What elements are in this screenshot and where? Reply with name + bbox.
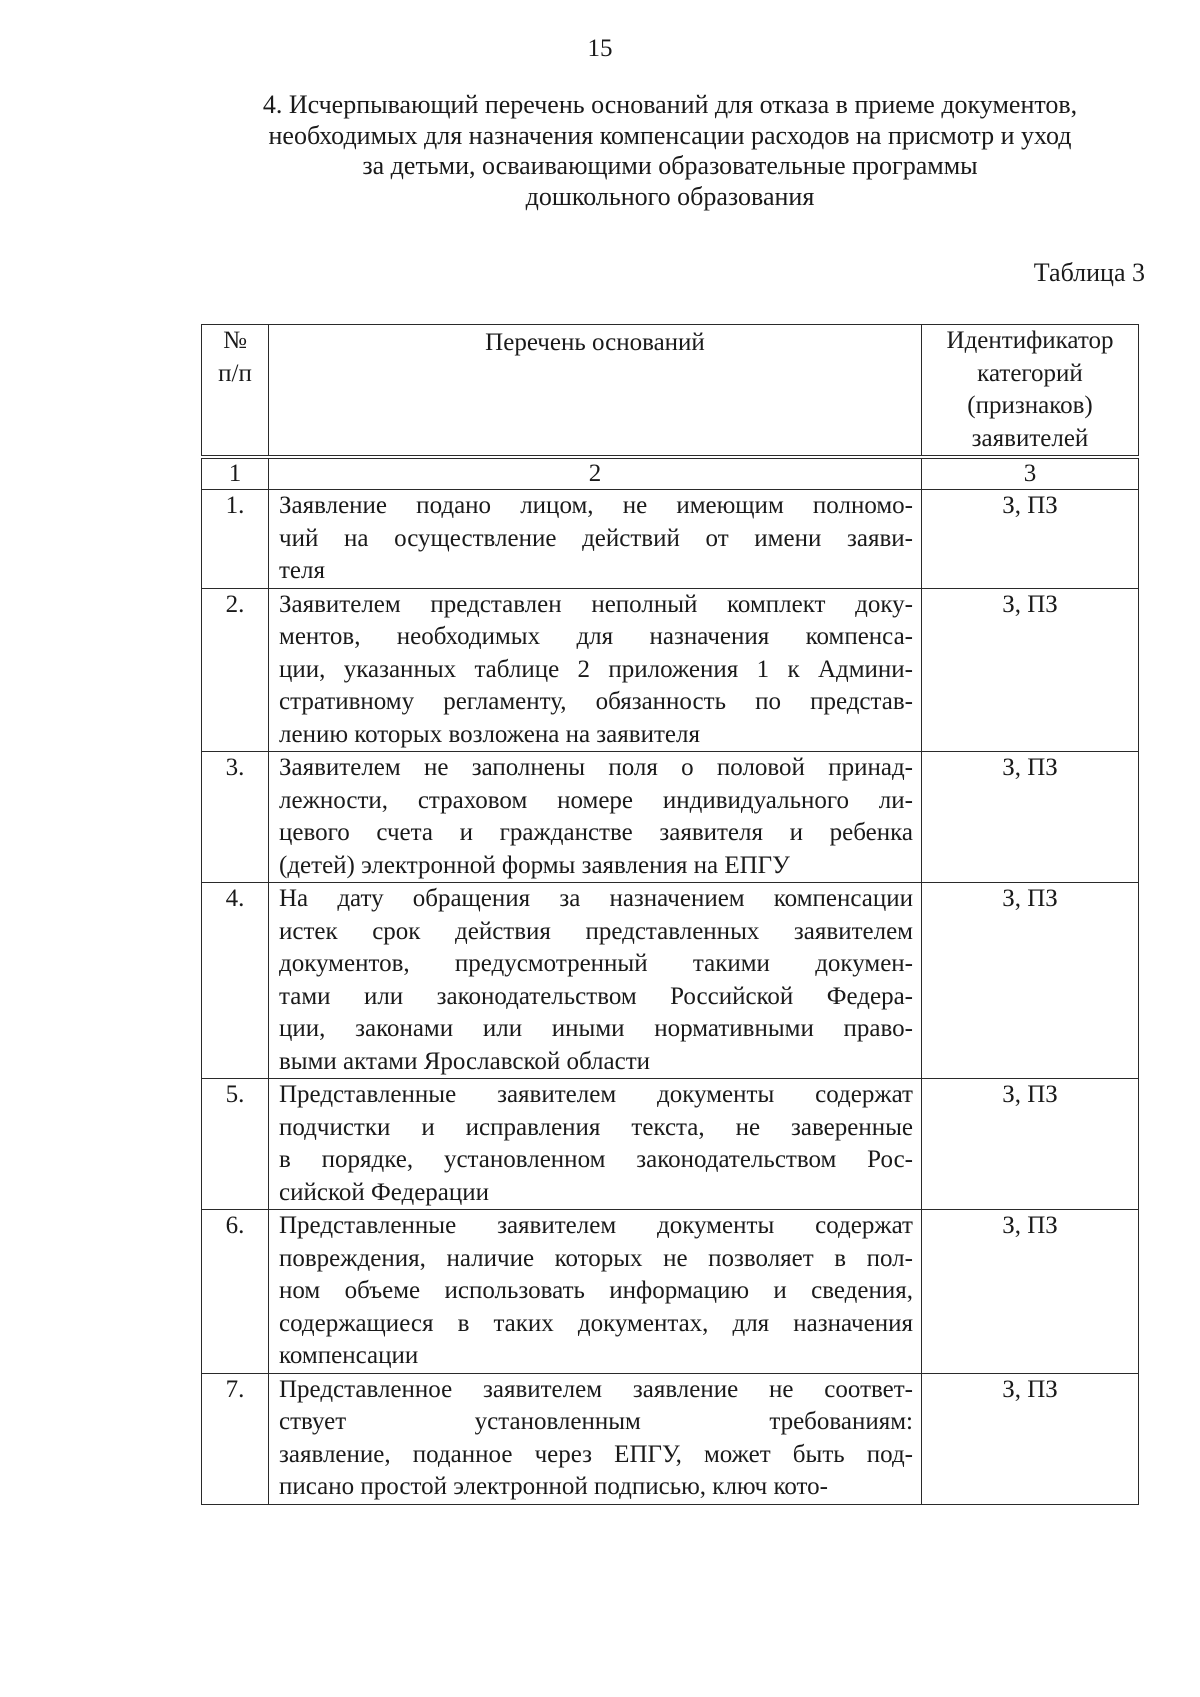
header-identifier-line: категорий bbox=[977, 359, 1083, 387]
ground-text-line: содержащиеся в таких документах, для назначения bbox=[279, 1309, 913, 1337]
header-number-line: № bbox=[223, 327, 247, 354]
ground-text-line: Заявителем представлен неполный комплект доку- bbox=[279, 590, 913, 618]
row-identifier: З, ПЗ bbox=[922, 883, 1139, 1079]
row-identifier: З, ПЗ bbox=[922, 1373, 1139, 1504]
ground-text-line: выми актами Ярославской области bbox=[279, 1047, 651, 1075]
row-number: 2. bbox=[202, 588, 269, 752]
column-numbering-row bbox=[202, 457, 1139, 490]
ground-text-line: Представленные заявителем документы содержат bbox=[279, 1212, 913, 1239]
row-ground-text bbox=[269, 1079, 922, 1210]
section-heading bbox=[200, 90, 1140, 212]
ground-text-line: Заявителем не заполнены поля о половой принад- bbox=[279, 754, 913, 781]
ground-text-line: (детей) электронной формы заявления на ЕПГУ bbox=[279, 851, 790, 879]
table-row bbox=[202, 490, 1139, 589]
row-ground-text bbox=[269, 588, 922, 752]
row-ground-text bbox=[269, 490, 922, 589]
row-ground-text bbox=[269, 883, 922, 1079]
ground-text-line: в порядке, установленном законодательством Рос- bbox=[279, 1146, 913, 1173]
header-identifier-line: Идентификатор bbox=[946, 327, 1114, 354]
table-row bbox=[202, 1210, 1139, 1374]
heading-line: 4. Исчерпывающий перечень оснований для отказа в приеме документов, bbox=[262, 90, 1078, 119]
header-number-cell bbox=[202, 325, 269, 458]
ground-text-line: Представленные заявителем документы содержат bbox=[279, 1081, 913, 1108]
table-row bbox=[202, 1079, 1139, 1210]
header-identifier-line: заявителей bbox=[971, 424, 1089, 452]
ground-text-line: Представленное заявителем заявление не соответ- bbox=[279, 1375, 913, 1403]
row-number: 6. bbox=[202, 1210, 269, 1374]
ground-text-line: документов, предусмотренный такими докумен- bbox=[279, 950, 913, 977]
row-identifier: З, ПЗ bbox=[922, 490, 1139, 589]
grounds-table bbox=[201, 324, 1139, 1505]
table-row bbox=[202, 588, 1139, 752]
ground-text-line: сийской Федерации bbox=[279, 1178, 490, 1206]
header-grounds-cell: Перечень оснований bbox=[269, 325, 922, 458]
header-identifier-line: (признаков) bbox=[967, 392, 1093, 419]
heading-line: за детьми, осваивающими образовательные программы bbox=[362, 151, 978, 180]
ground-text-line: компенсации bbox=[279, 1342, 419, 1369]
row-number: 1. bbox=[202, 490, 269, 589]
row-identifier: З, ПЗ bbox=[922, 752, 1139, 883]
ground-text-line: теля bbox=[279, 557, 325, 584]
ground-text-line: ствует установленным требованиям: bbox=[279, 1408, 913, 1435]
ground-text-line: истек срок действия представленных заявителем bbox=[279, 917, 913, 945]
column-number: 3 bbox=[922, 457, 1139, 490]
row-identifier: З, ПЗ bbox=[922, 1079, 1139, 1210]
row-number: 5. bbox=[202, 1079, 269, 1210]
row-ground-text bbox=[269, 752, 922, 883]
row-ground-text bbox=[269, 1210, 922, 1374]
ground-text-line: ции, указанных таблице 2 приложения 1 к Админи- bbox=[279, 655, 913, 683]
table-row bbox=[202, 883, 1139, 1079]
ground-text-line: Заявление подано лицом, не имеющим полномо- bbox=[279, 492, 913, 519]
ground-text-line: лению которых возложена на заявителя bbox=[279, 720, 700, 748]
ground-text-line: подчистки и исправления текста, не заверенные bbox=[279, 1113, 913, 1141]
ground-text-line: ментов, необходимых для назначения компенса- bbox=[279, 623, 913, 650]
ground-text-line: ции, законами или иными нормативными право- bbox=[279, 1015, 913, 1042]
ground-text-line: ном объеме использовать информацию и сведения, bbox=[279, 1277, 913, 1304]
table-row bbox=[202, 752, 1139, 883]
row-ground-text bbox=[269, 1373, 922, 1504]
column-number: 1 bbox=[202, 457, 269, 490]
page-number: 15 bbox=[587, 35, 613, 62]
ground-text-line: цевого счета и гражданстве заявителя и ребенка bbox=[279, 819, 913, 846]
row-number: 3. bbox=[202, 752, 269, 883]
row-identifier: З, ПЗ bbox=[922, 588, 1139, 752]
row-number: 4. bbox=[202, 883, 269, 1079]
ground-text-line: заявление, поданное через ЕПГУ, может быть под- bbox=[279, 1440, 913, 1468]
ground-text-line: тами или законодательством Российской Федера- bbox=[279, 982, 913, 1010]
row-identifier: З, ПЗ bbox=[922, 1210, 1139, 1374]
ground-text-line: чий на осуществление действий от имени заяви- bbox=[279, 524, 913, 552]
ground-text-line: стративному регламенту, обязанность по представ- bbox=[279, 688, 913, 715]
table-caption: Таблица 3 bbox=[1033, 258, 1145, 287]
column-number: 2 bbox=[269, 457, 922, 490]
ground-text-line: лежности, страховом номере индивидуального ли- bbox=[279, 786, 913, 814]
ground-text-line: На дату обращения за назначением компенсации bbox=[279, 885, 913, 912]
heading-line: необходимых для назначения компенсации расходов на присмотр и уход bbox=[268, 120, 1072, 150]
header-identifier-cell bbox=[922, 325, 1139, 458]
heading-line: дошкольного образования bbox=[525, 181, 815, 211]
table-header-row bbox=[202, 325, 1139, 458]
header-number-line: п/п bbox=[218, 359, 252, 387]
ground-text-line: писано простой электронной подписью, ключ кото- bbox=[279, 1473, 828, 1500]
table-row bbox=[202, 1373, 1139, 1504]
row-number: 7. bbox=[202, 1373, 269, 1504]
ground-text-line: повреждения, наличие которых не позволяет в пол- bbox=[279, 1244, 913, 1272]
